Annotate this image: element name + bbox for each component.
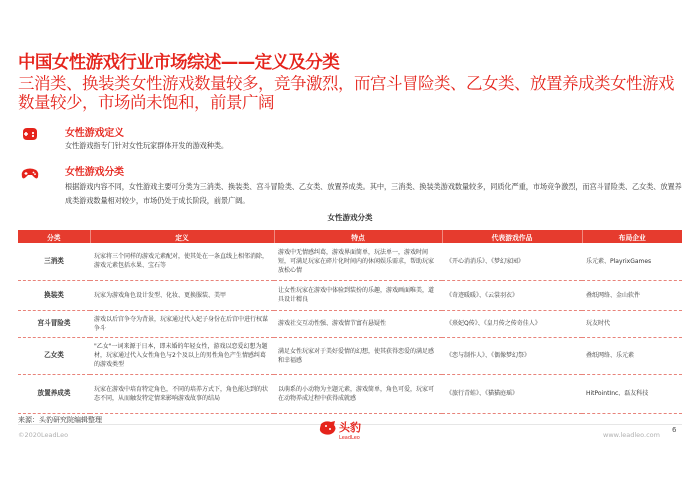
row-companies: 叠纸网络、金山软件 (582, 280, 682, 310)
definition-text: 女性游戏指专门针对女性玩家群体开发的游戏种类。 (65, 141, 229, 150)
classification-title: 女性游戏分类 (65, 167, 124, 178)
definition-title: 女性游戏定义 (65, 128, 124, 139)
row-category: 宫斗冒险类 (18, 310, 90, 337)
header-definition: 定义 (90, 230, 274, 243)
website-link[interactable]: www.leadleo.com (603, 431, 660, 439)
row-works: 《恋与制作人》、《偶像梦幻祭》 (442, 337, 582, 374)
row-features: 游戏中无情感纠葛，游戏界面简单，玩法单一，游戏时间短，可满足玩家在碎片化时间内的休闲娱乐需求，帮助玩家放松心情 (274, 243, 442, 280)
gamepad-icon (20, 125, 40, 143)
row-definition: 玩家为游戏角色设计发型、化妆、更换服装、美甲 (90, 280, 274, 310)
row-category: 换装类 (18, 280, 90, 310)
row-companies: 乐元素、PlayrixGames (582, 243, 682, 280)
copyright: ©2020LeadLeo (18, 431, 69, 439)
table-row (18, 243, 682, 280)
table-row (18, 280, 682, 310)
row-category: 三消类 (18, 243, 90, 280)
table-header-row (18, 230, 682, 243)
row-features: 游戏社交互动性强、游戏情节富有悬疑性 (274, 310, 442, 337)
row-works: 《旅行青蛙》、《猫猫庭瑶》 (442, 374, 582, 413)
row-companies: 玩友时代 (582, 310, 682, 337)
logo-subtext: LeadLeo (339, 435, 360, 441)
source-note: 来源：头豹研究院编辑整理 (18, 416, 102, 424)
row-works: 《奇迹暖暖》、《云裳羽衣》 (442, 280, 582, 310)
row-definition: 玩家在游戏中培育特定角色，不同的培养方式下，角色能达到的状态不同，从而触发特定情来影响游戏故事的结局 (90, 374, 274, 413)
leadleo-logo (317, 418, 383, 442)
row-features: 让女性玩家在游戏中体验到装扮的乐趣，游戏画面唯美，道具设计精良 (274, 280, 442, 310)
table-row (18, 374, 682, 413)
row-category: 放置养成类 (18, 374, 90, 413)
classification-text: 根据游戏内容不同，女性游戏主要可分类为三消类、换装类、宫斗冒险类、乙女类、放置养成类。其中，三消类、换装类游戏数量较多，同质化严重，市场竞争激烈，而宫斗冒险类、乙女类、放置养成类游戏数量相对较少，市场仍处于成长阶段，前景广阔。 (65, 182, 682, 205)
page-number: 6 (672, 426, 677, 434)
row-companies: HitPointInc、磊友科技 (582, 374, 682, 413)
row-features: 满足女性玩家对于美好爱情的幻想，使其获得恋爱的满足感和幸福感 (274, 337, 442, 374)
header-companies: 布局企业 (582, 230, 682, 243)
page-subtitle: 三消类、换装类女性游戏数量较多，竞争激烈，而宫斗冒险类、乙女类、放置养成类女性游戏数量较少，市场尚未饱和，前景广阔 (18, 74, 674, 112)
header-category: 分类 (18, 230, 90, 243)
table-row (18, 337, 682, 374)
row-definition: 玩家将三个同样的游戏元素配对，使其处在一条直线上相邻消除，游戏元素包括水果、宝石等 (90, 243, 274, 280)
page-title: 中国女性游戏行业市场综述——定义及分类 (18, 53, 340, 73)
logo-text: 头豹 (339, 421, 361, 434)
header-works: 代表游戏作品 (442, 230, 582, 243)
row-features: 以萌系的小动物为主题元素，游戏简单，角色可爱，玩家可在动物养成过程中获得成就感 (274, 374, 442, 413)
classification-table (18, 230, 682, 414)
controller-icon (20, 164, 40, 182)
row-works: 《开心消消乐》、《梦幻家园》 (442, 243, 582, 280)
row-category: 乙女类 (18, 337, 90, 374)
table-row (18, 310, 682, 337)
row-works: 《熹妃Q传》、《皇月传之传奇佳人》 (442, 310, 582, 337)
row-definition: "乙女"一词来源于日本，即未婚的年轻女性，游戏以恋爱幻想为题材，玩家通过代入女性角色与2个及以上的男性角色产生情感纠葛的游戏类型 (90, 337, 274, 374)
header-features: 特点 (274, 230, 442, 243)
row-companies: 叠纸网络、乐元素 (582, 337, 682, 374)
table-caption: 女性游戏分类 (327, 213, 373, 222)
row-definition: 游戏以后宫争夺为背景，玩家通过代入妃子身份在后宫中进行权谋争斗 (90, 310, 274, 337)
leopard-logo-icon (317, 418, 383, 442)
